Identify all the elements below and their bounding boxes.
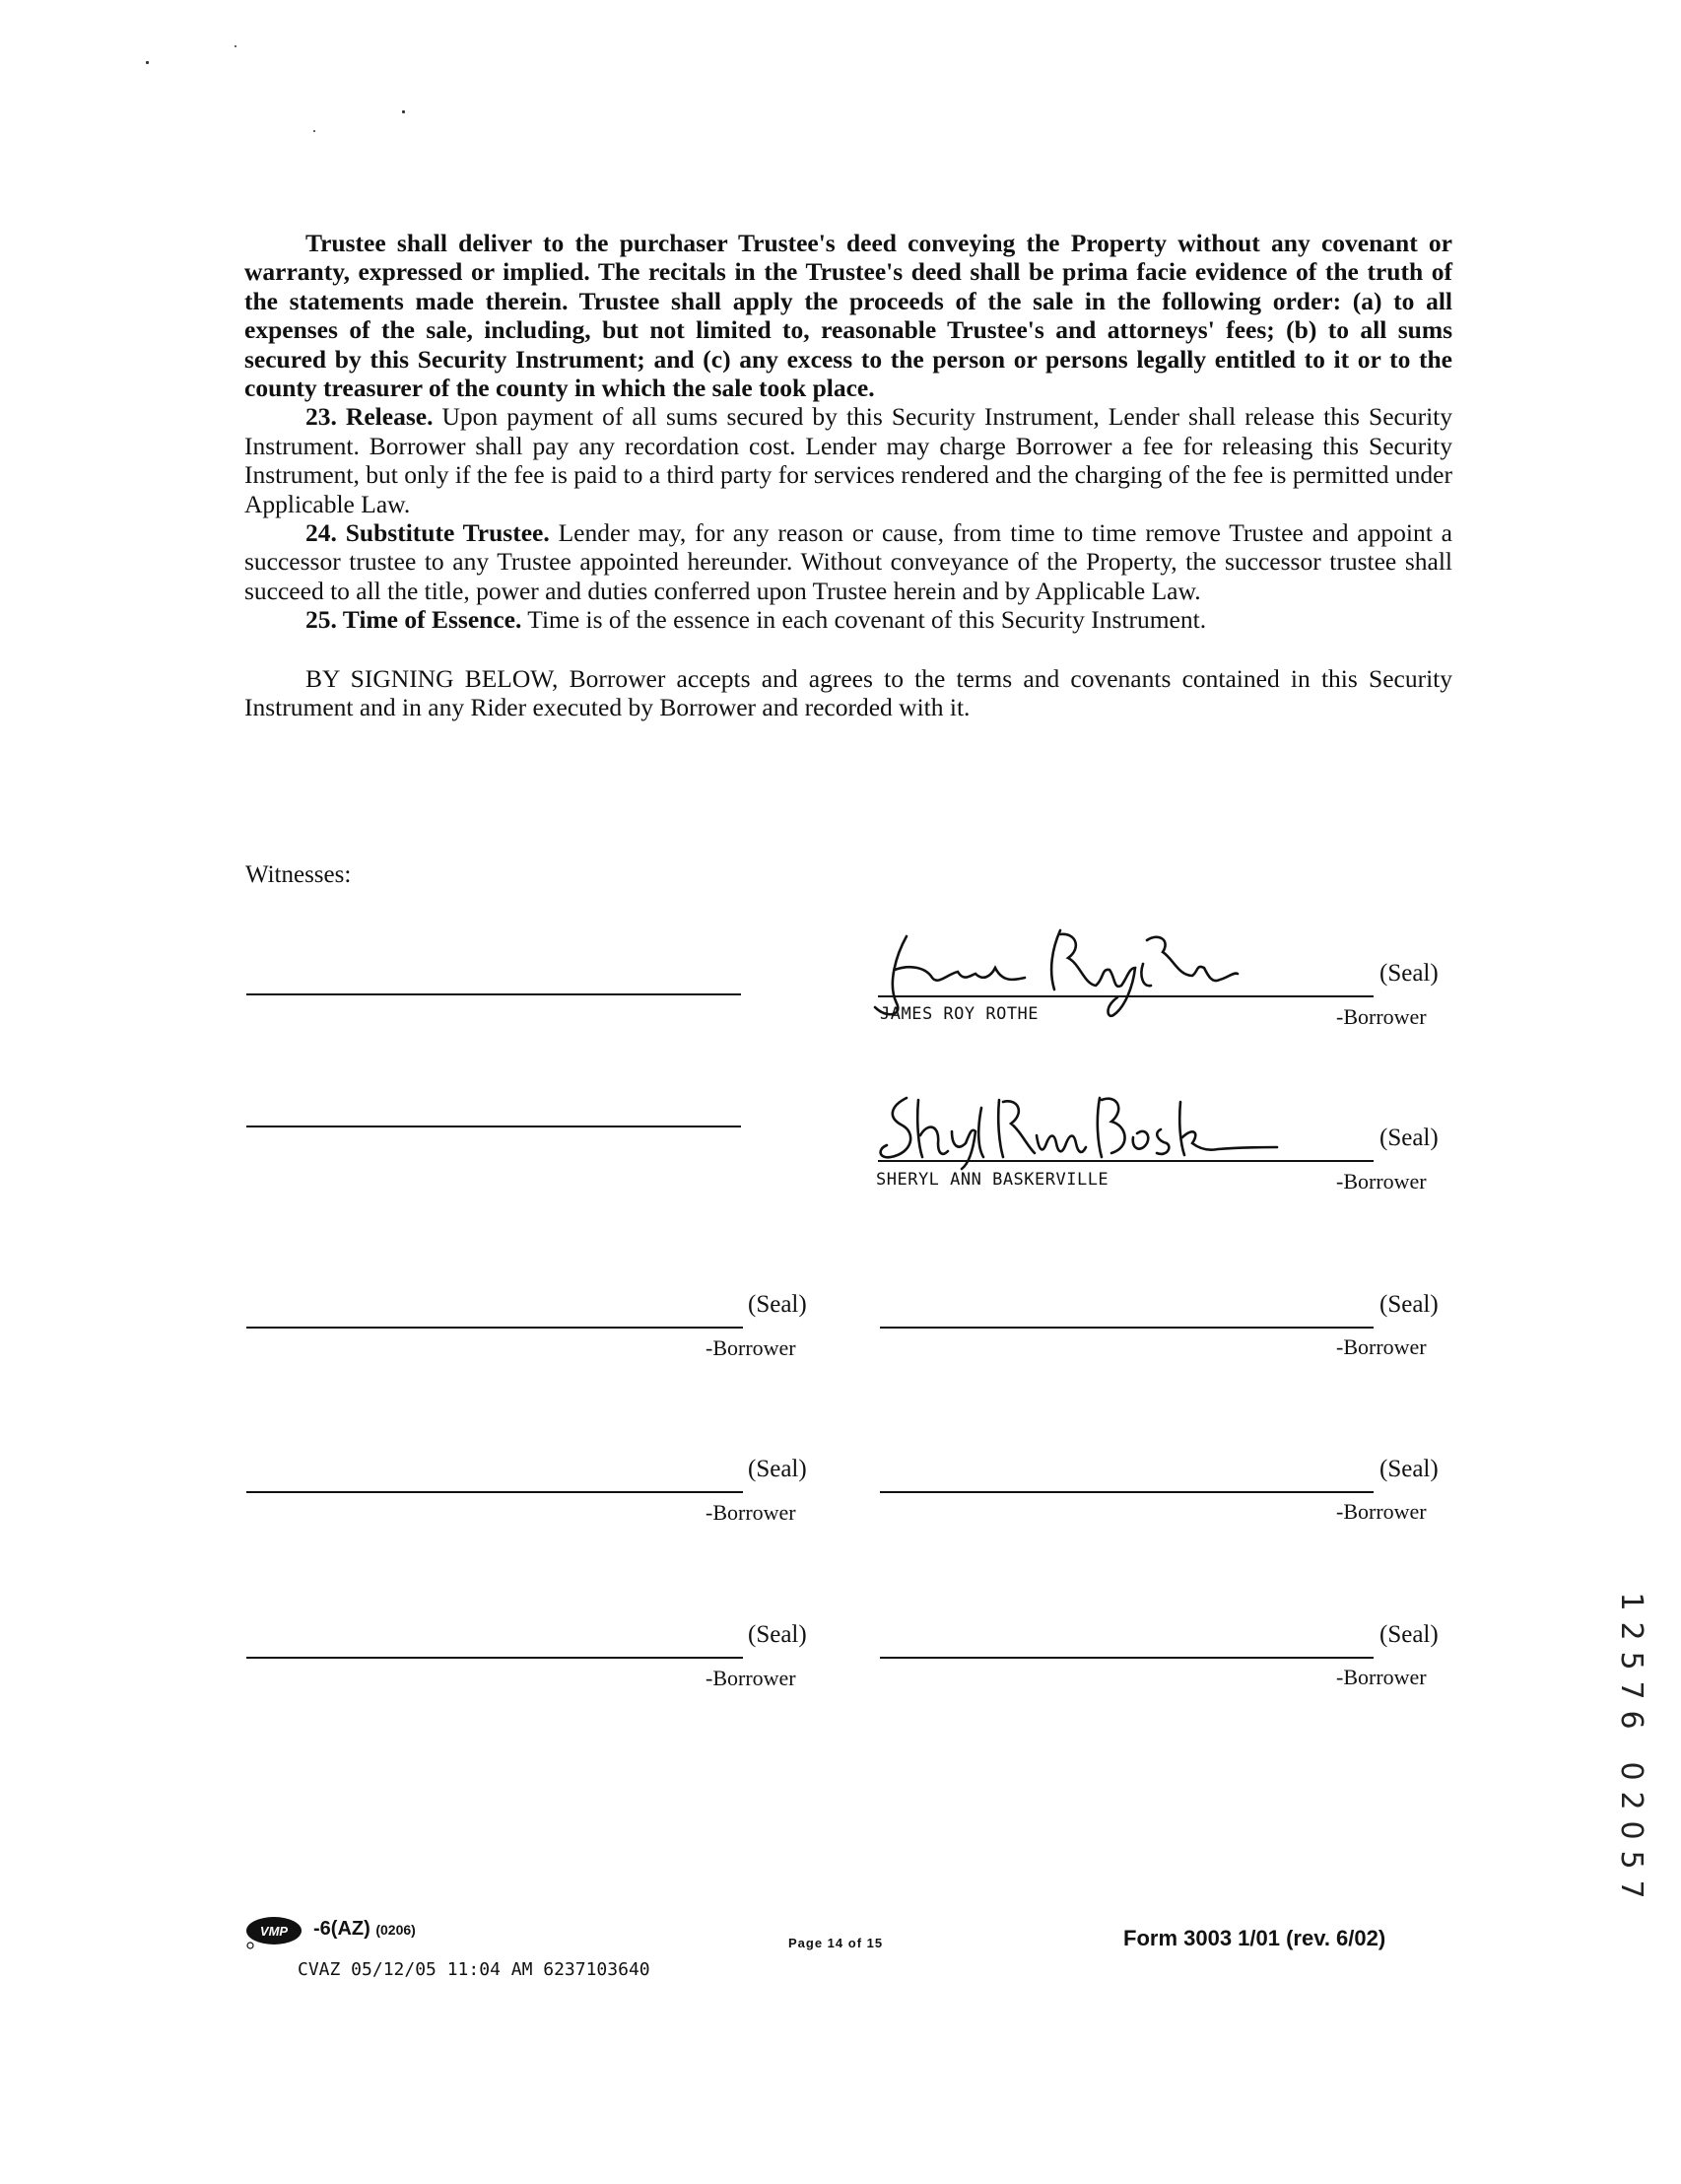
vmp-logo (244, 1914, 311, 1949)
section-25-text: Time is of the essence in each covenant of this Security Instrument. (521, 605, 1207, 635)
scan-speck (313, 130, 315, 132)
recording-digit: 6 (1614, 1710, 1648, 1730)
borrower-signature-line-1 (878, 995, 1374, 997)
section-24-heading: 24. Substitute Trustee. (305, 518, 550, 548)
recording-digit: 0 (1614, 1820, 1648, 1840)
vmp-logo-text: VMP (259, 1924, 289, 1939)
borrower-signature-line-6 (880, 1491, 1374, 1493)
form-code (313, 1918, 416, 1941)
witness-signature-line-2 (246, 1126, 741, 1127)
section-23-release (244, 402, 1452, 518)
deed-text (244, 229, 1452, 722)
scan-speck (402, 110, 405, 113)
scan-speck (146, 61, 149, 64)
witness-signature-line-1 (246, 993, 741, 995)
borrower-label: -Borrower (1336, 1169, 1427, 1194)
recording-digit: 2 (1614, 1791, 1648, 1810)
borrower-label: -Borrower (1336, 1004, 1427, 1029)
recording-digit: 0 (1614, 1761, 1648, 1781)
form-code-main: -6(AZ) (313, 1918, 370, 1940)
borrower-signature-line-5 (246, 1491, 743, 1493)
seal-label: (Seal) (1379, 1125, 1439, 1151)
section-25-heading: 25. Time of Essence. (305, 605, 522, 635)
borrower-label: -Borrower (706, 1500, 796, 1525)
section-24-text: Lender may, for any reason or cause, from time to time remove Trustee and appoint a successor trustee to any Trustee appointed hereunder. Without conveyance of the Property, the successor trustee shall succeed to all the title, power and duties conferred upon Trustee herein and by Applicable Law. (244, 518, 1452, 605)
seal-label: (Seal) (1379, 1456, 1439, 1482)
section-24-substitute-trustee (244, 518, 1452, 605)
recording-digit: 5 (1614, 1850, 1648, 1870)
recording-digit: 2 (1614, 1621, 1648, 1641)
recording-digit: 5 (1614, 1651, 1648, 1671)
borrower-signature-line-2 (878, 1160, 1374, 1162)
borrower-label: -Borrower (1336, 1334, 1427, 1359)
form-number: Form 3003 1/01 (rev. 6/02) (1123, 1926, 1386, 1950)
seal-label: (Seal) (1379, 960, 1439, 987)
recording-digit: 7 (1614, 1680, 1648, 1700)
seal-label: (Seal) (1379, 1291, 1439, 1318)
borrower-label: -Borrower (706, 1335, 796, 1360)
page-number: Page 14 of 15 (788, 1936, 884, 1950)
borrower-signature-line-8 (880, 1657, 1374, 1659)
seal-label: (Seal) (748, 1456, 807, 1482)
borrower-label: -Borrower (706, 1666, 796, 1690)
borrower-signature-line-7 (246, 1657, 743, 1659)
borrower-label: -Borrower (1336, 1665, 1427, 1689)
borrower-label: -Borrower (1336, 1499, 1427, 1524)
form-code-revision: (0206) (375, 1922, 416, 1938)
borrower-signature-line-3 (246, 1327, 743, 1329)
signer-name-1: JAMES ROY ROTHE (880, 1004, 1040, 1024)
borrower-signature-line-4 (880, 1327, 1374, 1329)
document-stamp: CVAZ 05/12/05 11:04 AM 6237103640 (298, 1959, 650, 1980)
signer-name-2: SHERYL ANN BASKERVILLE (876, 1170, 1109, 1190)
section-23-text: Upon payment of all sums secured by this Security Instrument, Lender shall release this Security Instrument. Borrower shall pay any recordation cost. Lender may charge Borrower a fee for releasing this Security Instrument, but only if the fee is paid to a third party for services rendered and the charging of the fee is permitted under Applicable Law. (244, 402, 1452, 518)
witnesses-label: Witnesses: (245, 861, 352, 888)
recording-digit: 7 (1614, 1879, 1648, 1899)
section-25-time-of-essence (244, 605, 1452, 634)
recording-digit: 1 (1614, 1592, 1648, 1611)
scan-speck (235, 45, 236, 47)
trustee-deed-paragraph: Trustee shall deliver to the purchaser Trustee's deed conveying the Property without any covenant or warranty, expressed or implied. The recitals in the Trustee's deed shall be prima facie evidence of the truth of the statements made therein. Trustee shall apply the proceeds of the sale in the following order: (a) to all expenses of the sale, including, but not limited to, reasonable Trustee's and attorneys' fees; (b) to all sums secured by this Security Instrument; and (c) any excess to the person or persons legally entitled to it or to the county treasurer of the county in which the sale took place. (244, 229, 1452, 403)
section-23-heading: 23. Release. (305, 402, 434, 432)
seal-label: (Seal) (748, 1291, 807, 1318)
seal-label: (Seal) (748, 1621, 807, 1648)
signing-statement: BY SIGNING BELOW, Borrower accepts and agrees to the terms and covenants contained in this Security Instrument and in any Rider executed by Borrower and recorded with it. (244, 663, 1452, 722)
recording-number (1616, 1587, 1646, 1904)
seal-label: (Seal) (1379, 1621, 1439, 1648)
